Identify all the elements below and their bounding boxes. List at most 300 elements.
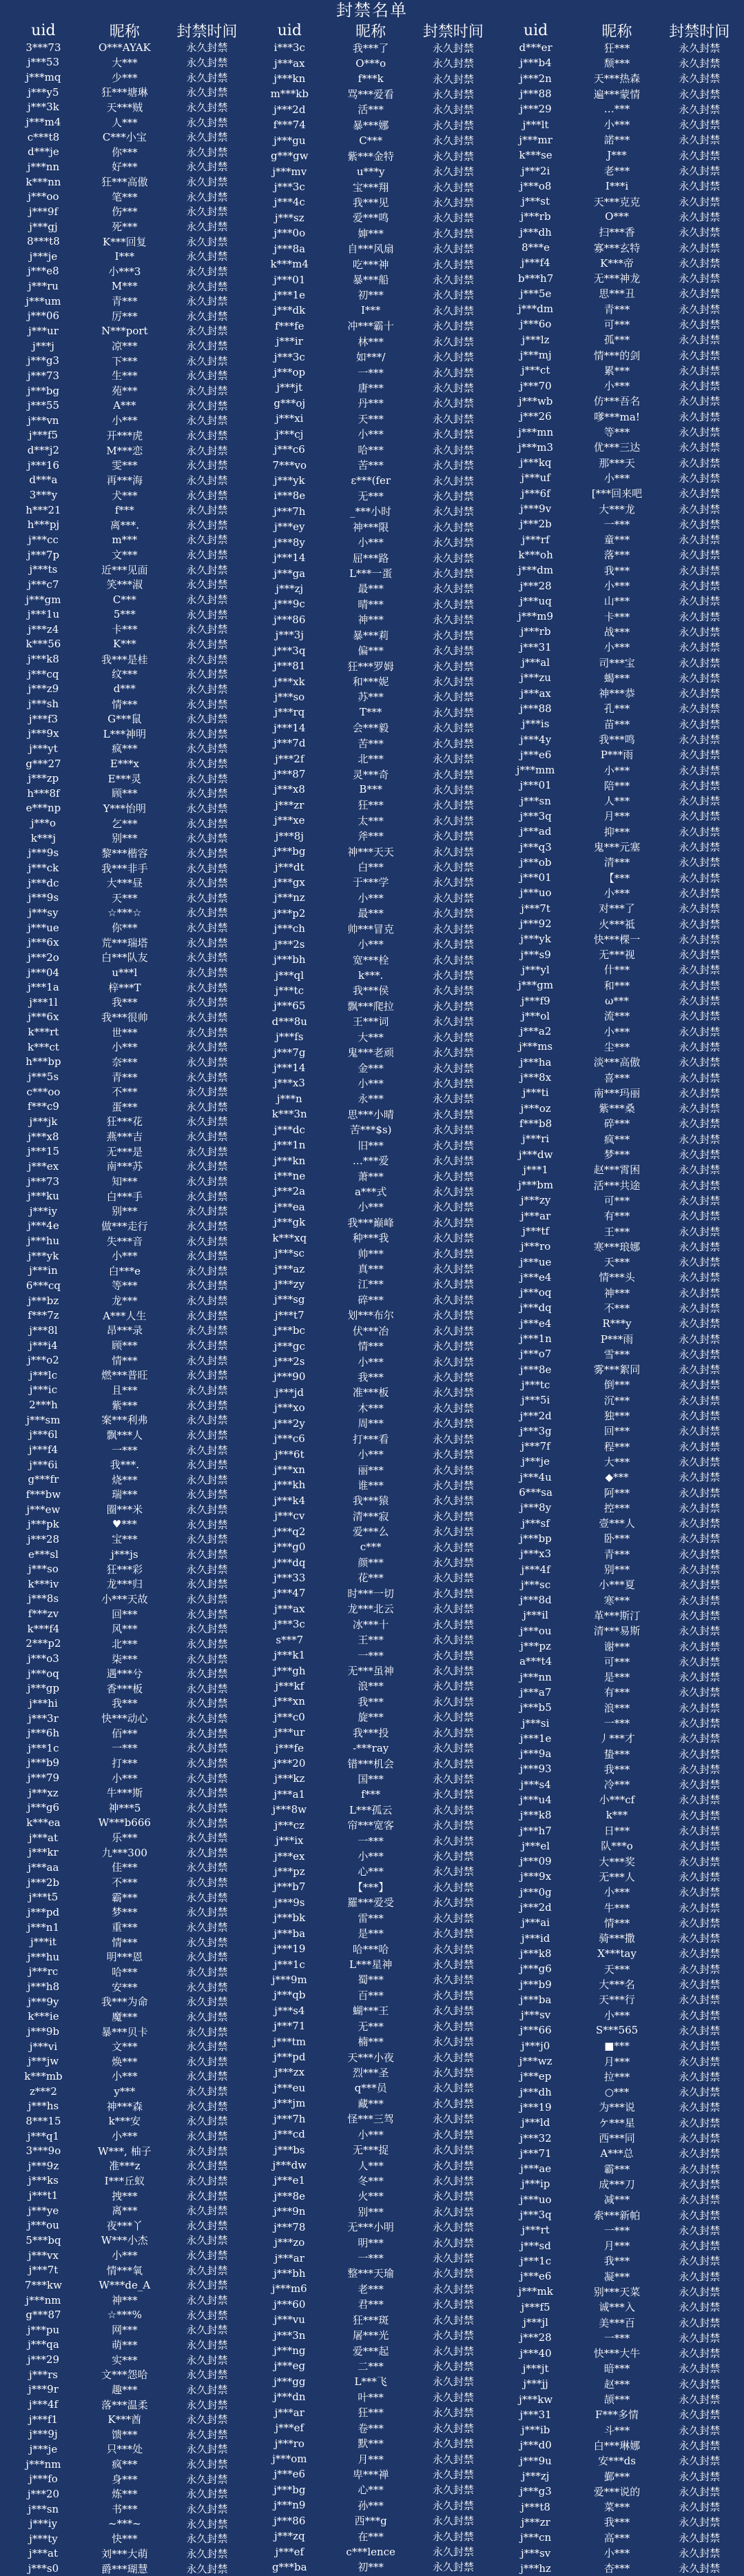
ban-time-cell: 永久封禁 — [679, 1809, 721, 1822]
uid-cell: j***8a — [273, 242, 306, 255]
ban-row — [249, 998, 495, 1013]
uid-cell: j***9f — [28, 205, 59, 218]
ban-time-cell: 永久封禁 — [432, 1093, 474, 1106]
nickname-cell: 小*** — [112, 2130, 138, 2142]
ban-row — [3, 368, 249, 383]
ban-time-cell: 永久封禁 — [186, 1592, 228, 1605]
ban-row — [249, 1400, 495, 1415]
ban-row — [495, 1685, 741, 1700]
ban-row — [495, 1715, 741, 1730]
uid-cell: f***74 — [273, 119, 306, 132]
ban-time-cell: 永久封禁 — [186, 638, 228, 651]
nickname-cell: 你*** — [112, 145, 138, 159]
ban-time-cell: 永久封禁 — [679, 456, 721, 469]
ban-row — [495, 1331, 741, 1346]
ban-time-cell: 永久封禁 — [432, 2453, 474, 2466]
nickname-cell: 颉*** — [603, 2393, 630, 2406]
nickname-cell: 碎*** — [358, 1293, 384, 1306]
ban-row — [3, 114, 249, 130]
nickname-cell: 王***词 — [352, 1015, 389, 1028]
uid-cell: j***jd — [275, 1386, 304, 1399]
nickname-cell: 死*** — [112, 221, 138, 233]
uid-cell: j***ax — [274, 1602, 305, 1615]
ban-row — [3, 294, 249, 309]
nickname-cell: 开***虎 — [106, 429, 143, 442]
ban-time-cell: 永久封禁 — [186, 1473, 228, 1486]
uid-cell: f***fe — [275, 319, 304, 332]
nickname-cell: k***安 — [108, 2115, 141, 2128]
ban-time-cell: 永久封禁 — [679, 795, 721, 808]
uid-cell: j***jt — [276, 381, 303, 394]
ban-row — [495, 1439, 741, 1454]
uid-cell: j***sv — [520, 2009, 551, 2022]
header-ban-time: 封禁时间 — [422, 23, 484, 41]
uid-cell: j***gj — [29, 220, 58, 233]
ban-row — [495, 2222, 741, 2238]
ban-time-cell: 永久封禁 — [432, 1788, 474, 1801]
uid-cell: j***sd — [520, 2239, 551, 2252]
ban-time-cell: 永久封禁 — [186, 414, 228, 427]
nickname-cell: 控*** — [603, 1501, 630, 1514]
nickname-cell: 狂***斑 — [352, 2313, 389, 2326]
uid-cell: j***20 — [27, 2487, 60, 2500]
nickname-cell: 魔*** — [112, 2010, 138, 2023]
uid-cell: j***dq — [273, 1556, 306, 1569]
ban-time-cell: 永久封禁 — [679, 886, 721, 900]
ban-row — [249, 2297, 495, 2312]
uid-cell: j***19 — [273, 1943, 306, 1956]
uid-cell: j***nm — [25, 2457, 61, 2471]
nickname-cell: 狂***罗姆 — [347, 660, 394, 673]
ban-time-cell: 永久封禁 — [679, 1164, 721, 1177]
uid-cell: j***uo — [519, 886, 552, 900]
ban-time-cell: 永久封禁 — [432, 1155, 474, 1168]
ban-row — [3, 70, 249, 85]
uid-cell: j***ep — [519, 2070, 552, 2083]
ban-row — [249, 829, 495, 844]
ban-time-cell: 永久封禁 — [679, 487, 721, 500]
ban-time-cell: 永久封禁 — [432, 1634, 474, 1647]
nickname-cell: 老*** — [603, 165, 630, 178]
uid-cell: j***jj — [523, 2377, 548, 2391]
ban-row — [249, 1385, 495, 1400]
uid-cell: j***zu — [520, 671, 551, 684]
ban-row — [495, 2238, 741, 2253]
uid-cell: j***a1 — [273, 1787, 306, 1801]
nickname-cell: ケ***星 — [599, 2116, 635, 2129]
ban-time-cell: 永久封禁 — [679, 641, 721, 654]
ban-row — [495, 470, 741, 485]
uid-cell: j***86 — [273, 2514, 306, 2527]
ban-row — [249, 767, 495, 782]
ban-time-cell: 永久封禁 — [186, 1787, 228, 1800]
ban-row — [495, 762, 741, 778]
nickname-cell: 叶*** — [358, 2391, 384, 2404]
nickname-cell: u***l — [112, 966, 138, 979]
nickname-cell: c***lence — [346, 2545, 395, 2558]
uid-cell: j***f1 — [28, 2413, 59, 2426]
ban-time-cell: 永久封禁 — [186, 2189, 228, 2202]
ban-row — [249, 1802, 495, 1817]
ban-row — [495, 116, 741, 132]
ban-time-cell: 永久封禁 — [432, 412, 474, 425]
uid-cell: j***m4 — [25, 116, 61, 129]
ban-time-cell: 永久封禁 — [432, 1803, 474, 1816]
nickname-cell: 可*** — [603, 318, 630, 331]
ban-row — [495, 2038, 741, 2053]
nickname-cell: 荒***瑞塔 — [101, 936, 148, 949]
uid-cell: j***e4 — [519, 1317, 552, 1330]
nickname-cell: 九***300 — [101, 1846, 147, 1859]
ban-time-cell: 永久封禁 — [679, 1794, 721, 1807]
uid-cell: j***4f — [521, 1563, 550, 1576]
nickname-cell: 金*** — [358, 1062, 384, 1075]
ban-time-cell: 永久封禁 — [679, 1686, 721, 1699]
uid-cell: j***is — [521, 718, 550, 731]
uid-cell: j***73 — [27, 369, 60, 382]
ban-row — [495, 977, 741, 993]
ban-time-cell: 永久封禁 — [186, 325, 228, 338]
uid-cell: g***fr — [28, 1473, 59, 1486]
ban-row — [3, 249, 249, 264]
uid-cell: j***jm — [273, 2097, 306, 2110]
ban-time-cell: 永久封禁 — [679, 2132, 721, 2145]
ban-row — [495, 547, 741, 562]
ban-row — [3, 1502, 249, 1517]
uid-cell: j***87 — [273, 768, 306, 781]
ban-row — [495, 225, 741, 240]
uid-cell: j***ba — [273, 1927, 306, 1940]
nickname-cell: 哈***哈 — [352, 1943, 389, 1956]
uid-cell: j***xi — [276, 412, 304, 425]
ban-row — [3, 1666, 249, 1681]
uid-cell: j***2b — [27, 1876, 60, 1889]
uid-cell: k***ea — [26, 1816, 61, 1829]
ban-time-cell: 永久封禁 — [186, 250, 228, 263]
ban-row — [495, 701, 741, 716]
uid-cell: j***eg — [273, 2360, 306, 2373]
ban-row — [495, 947, 741, 962]
nickname-cell: 整***天瑜 — [347, 2267, 394, 2280]
ban-time-cell: 永久封禁 — [679, 1133, 721, 1146]
ban-list-columns — [0, 21, 744, 2575]
nickname-cell: 诚***入 — [599, 2301, 635, 2314]
nickname-cell: 北*** — [112, 1637, 138, 1650]
uid-cell: j***k1 — [273, 1649, 306, 1662]
ban-row — [495, 1239, 741, 1254]
ban-row — [495, 1623, 741, 1639]
ban-row — [3, 1547, 249, 1562]
ban-time-cell: 永久封禁 — [432, 1834, 474, 1847]
uid-cell: j***3r — [28, 1712, 59, 1725]
ban-row — [3, 1621, 249, 1636]
ban-time-cell: 永久封禁 — [432, 520, 474, 534]
ban-row — [495, 1270, 741, 1285]
ban-time-cell: 永久封禁 — [679, 134, 721, 147]
uid-cell: j***hz — [520, 2562, 551, 2575]
ban-row — [3, 1965, 249, 1980]
ban-row — [495, 2530, 741, 2545]
nickname-cell: 顾*** — [112, 1339, 138, 1352]
ban-row — [249, 658, 495, 673]
ban-row — [495, 655, 741, 670]
uid-cell: j***90 — [273, 1370, 306, 1383]
nickname-cell: q***员 — [354, 2082, 387, 2095]
ban-time-cell: 永久封禁 — [679, 395, 721, 408]
ban-time-cell: 永久封禁 — [186, 682, 228, 696]
ban-time-cell: 永久封禁 — [186, 56, 228, 69]
uid-cell: j***om — [272, 2453, 307, 2466]
nickname-cell: 大***名 — [599, 1978, 635, 1991]
uid-cell: j***ur — [28, 324, 59, 337]
ban-row — [249, 2327, 495, 2342]
uid-cell: j***lc — [29, 1368, 58, 1381]
ban-time-cell: 永久封禁 — [679, 779, 721, 792]
ban-time-cell: 永久封禁 — [679, 210, 721, 223]
ban-time-cell: 永久封禁 — [679, 1440, 721, 1453]
uid-cell: g***oj — [273, 396, 306, 409]
uid-cell: j***8x — [520, 1071, 552, 1084]
uid-cell: j***rb — [520, 625, 551, 638]
uid-cell: j***9s — [28, 846, 59, 860]
ban-time-cell: 永久封禁 — [432, 2236, 474, 2249]
nickname-cell: 寡***玄特 — [593, 241, 641, 254]
nickname-cell: 一*** — [603, 2224, 630, 2237]
uid-cell: j***8j — [275, 829, 304, 842]
nickname-cell: 小*** — [358, 536, 384, 549]
ban-time-cell: 永久封禁 — [432, 1587, 474, 1600]
ban-row — [249, 875, 495, 890]
header-nickname: 昵称 — [601, 23, 632, 41]
uid-cell: j***ro — [274, 2437, 304, 2450]
ban-row — [249, 225, 495, 241]
uid-cell: j***4y — [520, 733, 552, 746]
uid-cell: k***3n — [271, 1108, 307, 1121]
ban-row — [495, 501, 741, 516]
ban-time-cell: 永久封禁 — [186, 354, 228, 367]
uid-cell: j***fs — [276, 1031, 304, 1044]
ban-time-cell: 永久封禁 — [679, 1410, 721, 1423]
nickname-cell: 索***新帕 — [593, 2209, 641, 2222]
ban-row — [495, 532, 741, 547]
uid-cell: j***kn — [273, 1154, 306, 1167]
ban-row — [3, 2516, 249, 2531]
uid-cell: j***ad — [519, 825, 552, 838]
uid-cell: j***9b — [27, 2025, 60, 2038]
ban-row — [3, 2113, 249, 2129]
ban-time-cell: 永久封禁 — [679, 564, 721, 577]
nickname-cell: K*** — [113, 638, 136, 651]
ban-time-cell: 永久封禁 — [679, 1040, 721, 1053]
ban-row — [495, 778, 741, 793]
nickname-cell: 炼*** — [112, 2488, 138, 2501]
ban-rows — [3, 40, 249, 2575]
ban-time-cell: 永久封禁 — [186, 1608, 228, 1621]
nickname-cell: E***灵 — [107, 772, 142, 785]
ban-time-cell: 永久封禁 — [679, 1225, 721, 1238]
ban-time-cell: 永久封禁 — [432, 2546, 474, 2559]
uid-cell: j***a7 — [519, 1685, 552, 1698]
nickname-cell: 偏*** — [358, 645, 384, 658]
nickname-cell: 什*** — [603, 964, 630, 977]
nickname-cell: 帅***冒克 — [347, 922, 394, 935]
ban-time-cell: 永久封禁 — [186, 145, 228, 159]
ban-row — [3, 518, 249, 533]
nickname-cell: 小*** — [603, 580, 630, 593]
nickname-cell: 犬*** — [112, 489, 138, 502]
ban-row — [495, 2300, 741, 2315]
ban-time-cell: 永久封禁 — [679, 2455, 721, 2468]
uid-cell: j***nm — [25, 2293, 61, 2306]
ban-time-cell: 永久封禁 — [432, 243, 474, 256]
nickname-cell: 爱***么 — [352, 1525, 389, 1539]
nickname-cell: M***恋 — [106, 444, 143, 457]
nickname-cell: 宽***栓 — [352, 953, 389, 966]
ban-time-cell: 永久封禁 — [679, 1532, 721, 1545]
ban-time-cell: 永久封禁 — [432, 1000, 474, 1013]
nickname-cell: 屈***路 — [352, 551, 389, 565]
ban-time-cell: 永久封禁 — [432, 2406, 474, 2420]
nickname-cell: ☆***% — [107, 2309, 142, 2322]
ban-time-cell: 永久封禁 — [679, 671, 721, 684]
uid-cell: j***t8 — [521, 2500, 550, 2513]
nickname-cell: 龙***北云 — [347, 1603, 394, 1616]
nickname-cell: 狂*** — [603, 41, 630, 54]
nickname-cell: 离***. — [110, 518, 139, 531]
nickname-cell: 龙***归 — [106, 1578, 143, 1591]
ban-time-cell: 永久封禁 — [679, 1870, 721, 1883]
ban-row — [249, 163, 495, 179]
ban-time-cell: 永久封禁 — [186, 310, 228, 323]
nickname-cell: L***一蛋 — [349, 567, 393, 580]
nickname-cell: u***y — [356, 165, 385, 178]
ban-time-cell: 永久封禁 — [679, 2224, 721, 2237]
ban-time-cell: 永久封禁 — [432, 2391, 474, 2404]
uid-cell: j***dc — [273, 1123, 305, 1136]
nickname-cell: 我*** — [603, 564, 630, 577]
ban-time-cell: 永久封禁 — [432, 1772, 474, 1785]
ban-row — [3, 1397, 249, 1412]
uid-cell: j***9a — [519, 1747, 552, 1761]
nickname-cell: 丽*** — [358, 1463, 384, 1477]
nickname-cell: …*** — [603, 103, 630, 116]
ban-row — [3, 1741, 249, 1756]
uid-cell: j***b9 — [519, 1978, 552, 1991]
nickname-cell: ○*** — [604, 2085, 630, 2098]
ban-time-cell: 永久封禁 — [679, 1778, 721, 1792]
uid-cell: j***pz — [520, 1640, 551, 1653]
ban-time-cell: 永久封禁 — [432, 1943, 474, 1956]
uid-cell: j***ru — [28, 280, 59, 293]
ban-row — [3, 159, 249, 174]
nickname-cell: 情*** — [358, 1340, 384, 1353]
nickname-cell: 永*** — [358, 1093, 384, 1106]
nickname-cell: [***回来吧 — [591, 487, 643, 500]
nickname-cell: 天***热森 — [593, 72, 641, 85]
ban-row — [495, 2346, 741, 2361]
ban-row — [495, 1992, 741, 2007]
ban-row — [495, 731, 741, 747]
nickname-cell: 遍***蒙情 — [593, 88, 641, 101]
ban-row — [249, 967, 495, 982]
ban-row — [249, 983, 495, 998]
nickname-cell: O***o — [355, 57, 386, 70]
ban-time-cell: 永久封禁 — [432, 2437, 474, 2451]
ban-time-cell: 永久封禁 — [432, 2097, 474, 2110]
nickname-cell: 无***小明 — [347, 2221, 394, 2234]
ban-row — [249, 1725, 495, 1740]
uid-cell: j***4u — [519, 1470, 552, 1483]
ban-row — [3, 1055, 249, 1070]
ban-time-cell: 永久封禁 — [679, 1732, 721, 1745]
ban-row — [3, 234, 249, 249]
nickname-cell: y*** — [114, 2085, 136, 2098]
uid-cell: j***86 — [273, 613, 306, 626]
ban-time-cell: 永久封禁 — [432, 830, 474, 843]
nickname-cell: 暗*** — [603, 2362, 630, 2375]
uid-cell: j***4f — [28, 2398, 59, 2411]
ban-time-cell: 永久封禁 — [432, 660, 474, 673]
uid-cell: d***j2 — [27, 444, 60, 457]
ban-time-cell: 永久封禁 — [186, 399, 228, 412]
ban-time-cell: 永久封禁 — [679, 1517, 721, 1530]
uid-cell: j***t1 — [28, 2189, 59, 2202]
ban-row — [495, 2453, 741, 2468]
uid-cell: f***b8 — [519, 1117, 552, 1130]
uid-cell: j***ar — [274, 2251, 304, 2264]
nickname-cell: 奈*** — [112, 1055, 138, 1068]
ban-row — [3, 1264, 249, 1279]
ban-row — [249, 427, 495, 442]
ban-row — [249, 1925, 495, 1940]
uid-cell: j***rb — [520, 210, 551, 223]
uid-cell: j***az — [274, 1262, 305, 1275]
ban-time-cell: 永久封禁 — [432, 1293, 474, 1306]
ban-time-cell: 永久封禁 — [432, 2159, 474, 2172]
uid-cell: j***jk — [29, 1115, 58, 1128]
uid-cell: j***xn — [273, 1695, 305, 1708]
ban-time-cell: 永久封禁 — [679, 303, 721, 316]
nickname-cell: 一*** — [112, 1443, 138, 1457]
nickname-cell: 烈***圣 — [352, 2066, 389, 2079]
ban-row — [249, 1277, 495, 1292]
ban-list-column — [249, 21, 495, 2575]
uid-cell: j***2f — [275, 752, 304, 765]
nickname-cell: 萧*** — [358, 1170, 384, 1183]
ban-row — [249, 473, 495, 488]
ban-time-cell: 永久封禁 — [432, 783, 474, 796]
ban-row — [3, 2427, 249, 2442]
nickname-cell: k***. — [358, 968, 384, 982]
ban-time-cell: 永久封禁 — [186, 101, 228, 114]
nickname-cell: 青*** — [603, 1548, 630, 1561]
ban-row — [495, 1100, 741, 1115]
nickname-cell: 爱***起 — [352, 2344, 389, 2357]
uid-cell: j***3k — [28, 101, 59, 114]
uid-cell: i***3c — [273, 41, 305, 54]
uid-cell: j***bp — [519, 1532, 552, 1545]
ban-time-cell: 永久封禁 — [432, 629, 474, 642]
uid-cell: j***op — [273, 366, 306, 379]
nickname-cell: 我*** — [603, 1763, 630, 1776]
nickname-cell: 蝴***王 — [352, 2005, 389, 2018]
ban-row — [495, 1485, 741, 1500]
ban-time-cell: 永久封禁 — [186, 549, 228, 562]
uid-cell: j***9x — [28, 727, 59, 740]
uid-cell: j***lt — [522, 118, 549, 131]
ban-row — [249, 782, 495, 797]
ban-row — [249, 86, 495, 101]
